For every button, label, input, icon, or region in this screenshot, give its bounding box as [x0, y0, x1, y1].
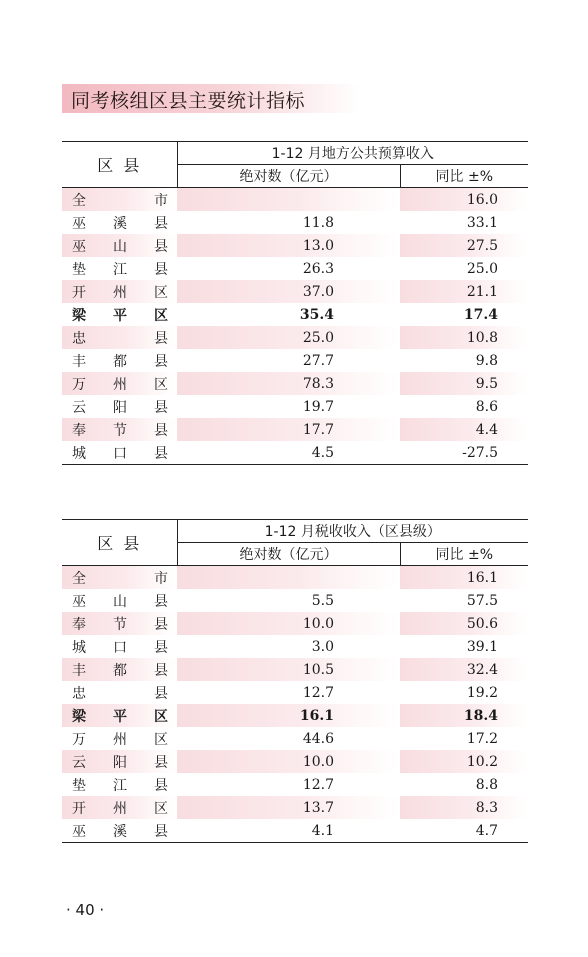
district-name-char: 县: [154, 330, 168, 347]
district-name: [62, 704, 177, 727]
yoy-value: 17.2: [466, 730, 499, 747]
tax-revenue-table: [62, 519, 528, 843]
yoy-header: 同比 ±%: [400, 165, 528, 188]
district-name-char: 平: [113, 708, 127, 725]
yoy-value: 9.5: [400, 372, 528, 395]
district-name-char: 节: [113, 422, 127, 439]
yoy-value: 16.1: [400, 566, 528, 590]
district-name-char: 区: [154, 284, 168, 301]
abs-value: 25.0: [177, 326, 400, 349]
yoy-value: 50.6: [400, 612, 528, 635]
district-name-char: 州: [113, 284, 127, 301]
district-name-char: 都: [113, 353, 127, 370]
abs-value: [177, 188, 400, 212]
district-name-char: 阳: [113, 754, 127, 771]
district-name: [62, 589, 177, 612]
district-name-char: 节: [113, 616, 127, 633]
district-name: [62, 658, 177, 681]
budget-revenue-table: [62, 141, 528, 465]
district-name-char: 梁: [72, 708, 86, 725]
table-row: [62, 658, 528, 681]
district-name: [62, 773, 177, 796]
district-name-char: 巫: [72, 593, 86, 610]
district-name-char: 山: [113, 593, 127, 610]
table-row: [62, 612, 528, 635]
table-row: [62, 566, 528, 590]
page-title: 同考核组区县主要统计指标: [71, 90, 306, 112]
yoy-value: 32.4: [400, 658, 528, 681]
district-name-char: 城: [72, 639, 86, 656]
district-name-char: 全: [72, 192, 86, 209]
district-name-char: 县: [154, 593, 168, 610]
yoy-value: 19.2: [466, 684, 499, 701]
district-name: [62, 727, 177, 750]
district-name-char: 垫: [72, 777, 86, 794]
district-name-char: 县: [154, 777, 168, 794]
district-name-char: 开: [72, 800, 86, 817]
district-name-char: 州: [113, 376, 127, 393]
yoy-value: 18.4: [400, 704, 528, 727]
yoy-value: 17.4: [463, 306, 499, 323]
district-name-char: 巫: [72, 215, 86, 232]
abs-value: 13.0: [177, 234, 400, 257]
district-name-char: 区: [154, 307, 168, 324]
abs-value: 35.4: [299, 306, 334, 323]
district-name-char: 区: [154, 376, 168, 393]
district-name-char: 江: [113, 777, 127, 794]
yoy-value: 8.3: [400, 796, 528, 819]
district-name-char: 县: [154, 662, 168, 679]
abs-value: 78.3: [177, 372, 400, 395]
district-name: [62, 796, 177, 819]
abs-value: 4.1: [177, 819, 400, 843]
abs-value: 13.7: [177, 796, 400, 819]
page-number: · 40 ·: [66, 901, 105, 919]
district-name-char: 县: [154, 823, 168, 840]
yoy-value: 16.0: [400, 188, 528, 212]
district-name-char: 奉: [72, 422, 86, 439]
table-row: [62, 681, 528, 704]
abs-value: 12.7: [302, 776, 334, 793]
yoy-value: 10.8: [400, 326, 528, 349]
table-row: [62, 589, 528, 612]
district-name-char: 县: [154, 238, 168, 255]
district-name-char: 垫: [72, 261, 86, 278]
table-row: [62, 280, 528, 303]
district-name: [62, 681, 177, 704]
table-row: [62, 635, 528, 658]
table-row: [62, 234, 528, 257]
yoy-value: 10.2: [400, 750, 528, 773]
district-name-char: 市: [154, 192, 168, 209]
district-name-char: 巫: [72, 238, 86, 255]
yoy-value: 27.5: [400, 234, 528, 257]
group-header: 1-12 月税收收入（区县级）: [177, 520, 528, 543]
abs-value: 3.0: [311, 638, 334, 655]
district-name-char: 县: [154, 215, 168, 232]
district-name: [62, 635, 177, 658]
district-name-char: 县: [154, 399, 168, 416]
yoy-value: 4.4: [400, 418, 528, 441]
district-name-char: 全: [72, 570, 86, 587]
district-name: [62, 395, 177, 418]
abs-value: 27.7: [302, 352, 334, 369]
table-row: [62, 326, 528, 349]
table-row: [62, 796, 528, 819]
district-name: [62, 418, 177, 441]
district-name-char: 开: [72, 284, 86, 301]
district-name-char: 市: [154, 570, 168, 587]
district-name-char: 县: [154, 261, 168, 278]
table-row: [62, 257, 528, 280]
district-name: [62, 188, 177, 212]
table-row: [62, 441, 528, 465]
abs-value: 5.5: [311, 592, 334, 609]
district-name-char: 云: [72, 399, 86, 416]
district-name: [62, 750, 177, 773]
yoy-value: 25.0: [466, 260, 499, 277]
table-row: [62, 211, 528, 234]
district-name-char: 梁: [72, 307, 86, 324]
district-header: 区县: [62, 520, 177, 566]
table-row: [62, 704, 528, 727]
district-name-char: 县: [154, 353, 168, 370]
group-header: 1-12 月地方公共预算收入: [177, 142, 528, 165]
district-name: [62, 280, 177, 303]
yoy-value: 8.8: [475, 776, 499, 793]
district-name-char: 万: [72, 376, 86, 393]
yoy-value: 21.1: [400, 280, 528, 303]
table-row: [62, 372, 528, 395]
district-name-char: 山: [113, 238, 127, 255]
table-row: [62, 418, 528, 441]
abs-value: 10.0: [177, 612, 400, 635]
district-name-char: 区: [154, 731, 168, 748]
district-name-char: 忠: [72, 685, 86, 702]
district-name-char: 州: [113, 731, 127, 748]
table-row: [62, 773, 528, 796]
district-name-char: 云: [72, 754, 86, 771]
district-name-char: 都: [113, 662, 127, 679]
table-row: [62, 395, 528, 418]
district-name-char: 丰: [72, 662, 86, 679]
abs-value: 26.3: [302, 260, 334, 277]
district-name-char: 区: [154, 800, 168, 817]
abs-value: 16.1: [177, 704, 400, 727]
abs-header: 绝对数（亿元）: [177, 165, 400, 188]
district-name: [62, 819, 177, 843]
district-name: [62, 326, 177, 349]
yoy-value: 8.6: [475, 398, 499, 415]
district-name: [62, 612, 177, 635]
abs-header: 绝对数（亿元）: [177, 543, 400, 566]
abs-value: 17.7: [177, 418, 400, 441]
abs-value: 37.0: [177, 280, 400, 303]
district-name-char: 口: [113, 639, 127, 656]
district-name: [62, 303, 177, 326]
district-name-char: 县: [154, 445, 168, 462]
district-name-char: 县: [154, 685, 168, 702]
table-row: [62, 750, 528, 773]
table-row: [62, 188, 528, 212]
district-name-char: 县: [154, 616, 168, 633]
yoy-value: 9.8: [475, 352, 499, 369]
yoy-value: 57.5: [466, 592, 499, 609]
abs-value: [177, 566, 400, 590]
abs-value: 19.7: [302, 398, 334, 415]
district-name-char: 忠: [72, 330, 86, 347]
abs-value: 12.7: [302, 684, 334, 701]
yoy-value: -27.5: [400, 441, 528, 465]
district-name: [62, 441, 177, 465]
district-name-char: 万: [72, 731, 86, 748]
district-name: [62, 211, 177, 234]
abs-value: 10.0: [177, 750, 400, 773]
table-row: [62, 727, 528, 750]
district-header: 区县: [62, 142, 177, 188]
abs-value: 11.8: [302, 214, 334, 231]
table-row: [62, 349, 528, 372]
table-row: [62, 303, 528, 326]
yoy-value: 4.7: [400, 819, 528, 843]
table-row: [62, 819, 528, 843]
district-name: [62, 257, 177, 280]
district-name-char: 江: [113, 261, 127, 278]
district-name-char: 溪: [113, 823, 127, 840]
abs-value: 10.5: [177, 658, 400, 681]
district-name-char: 县: [154, 422, 168, 439]
district-name-char: 奉: [72, 616, 86, 633]
district-name-char: 丰: [72, 353, 86, 370]
district-name: [62, 372, 177, 395]
district-name-char: 口: [113, 445, 127, 462]
district-name-char: 阳: [113, 399, 127, 416]
district-name-char: 州: [113, 800, 127, 817]
abs-value: 4.5: [177, 441, 400, 465]
district-name: [62, 566, 177, 590]
district-name-char: 区: [154, 708, 168, 725]
district-name: [62, 349, 177, 372]
abs-value: 44.6: [302, 730, 334, 747]
district-name-char: 溪: [113, 215, 127, 232]
district-name: [62, 234, 177, 257]
yoy-value: 33.1: [466, 214, 499, 231]
district-name-char: 县: [154, 639, 168, 656]
district-name-char: 平: [113, 307, 127, 324]
district-name-char: 巫: [72, 823, 86, 840]
yoy-value: 39.1: [466, 638, 499, 655]
yoy-header: 同比 ±%: [400, 543, 528, 566]
district-name-char: 城: [72, 445, 86, 462]
district-name-char: 县: [154, 754, 168, 771]
